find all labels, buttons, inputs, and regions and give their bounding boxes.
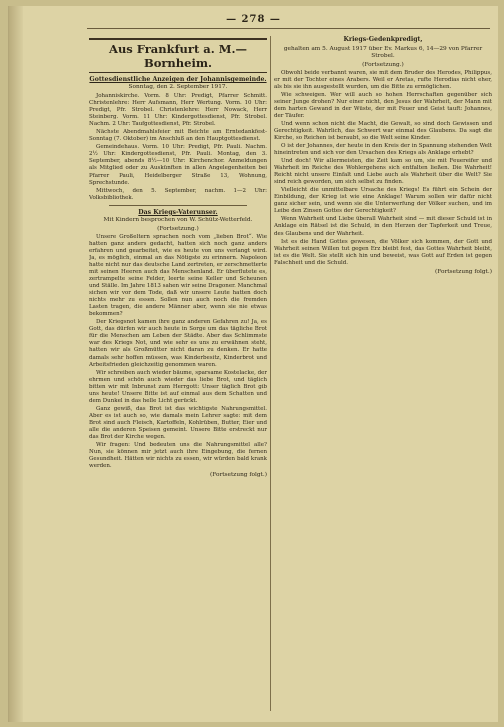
sermon-paragraph: Ist es die Hand Gottes gewesen, die Völker sich kommen, der Gott und Wahrheit seinen Willen tut gegen Erz bleibt fest, das Gottes Wahrheit bleibt, ist es die Welt. Sie stellt sich hin und beweist, was Gott auf Erden ist gegen Falschheit und die Schuld.: [274, 238, 492, 266]
section-heading: Aus Frankfurt a. M.—Bornheim.: [89, 38, 267, 73]
article-subtitle: Mit Kindern besprochen von W. Schütz-Wetterfeld.: [103, 216, 253, 223]
article-end-note: (Fortsetzung folgt.): [209, 472, 267, 479]
sermon-paragraph: Und wenn schon nicht die Macht, die Gewalt, so sind doch Gewissen und Gerechtigkeit. Wahrlich, das Schwert war einmal des Glaubens. Da sagt die Kirche, so Reichen ist beraubt, so die Welt seine Kinder.: [274, 120, 492, 141]
article-paragraph: Wir fragen: Und bedeuten uns die Nahrungsmittel alle? Nun, sie können mir jetzt auch ihre Eingebung, die fernen Gesundheit. Hätten wir nichts zu essen, wir würden bald krank werden.: [89, 442, 267, 470]
services-date: Sonntag, den 2. September 1917.: [128, 84, 228, 90]
section-separator: [109, 205, 247, 206]
page-binding-shadow: [9, 6, 23, 722]
sermon-paragraph: Und doch! Wir allermeisten, die Zeit kam so um, sie mit Feuereifer und Wahrheit im Reiche des Wohlergehens sich entfalten ließen. Die Wahrheit! Reicht nicht unsere Einfalt und Liebe auch als Wahrheit über die Welt? Sie sind reich geworden, um sich selbst zu finden.: [274, 158, 492, 186]
sermon-paragraph: Wie schweigen. Wer will auch so hohen Herrschaften gegenüber sich seiner Junge drohen? Nur einer nicht, den Jesus der Wahrheit, der Mann mit dem harten Gewand in der Wüste, der mit Feuer und Geist tauft: Johannes, der Täufer.: [274, 91, 492, 119]
sermon-end-note: (Fortsetzung folgt.): [434, 268, 492, 275]
right-column: [274, 36, 492, 714]
article-paragraph: Ganz gewiß, das Brot ist das wichtigste Nahrungsmittel. Aber es ist auch so, wie damals mein Lehrer sagte: mit dem Brot sind auch Fleisch, Kartoffeln, Kohlrüben, Butter, Eier und alle die anderen Speisen gemeint. Unsere Bitte erstreckt nur das Brot der Kirche wegen.: [89, 405, 267, 441]
left-column: [89, 36, 267, 714]
sermon-paragraph: Vielleicht die unmittelbare Ursache des Kriegs! Es führt ein Schein der Einbildung, der Krieg ist wie eine Anklage! Warum sollen wir dafür nicht ganz sicher sein, und wenn sie die Unterwerfung der Völker suchen, und im Leibe den Zinsen Gottes der Gerechtigkeit?: [274, 187, 492, 215]
sermon-title: Kriegs-Gedenkpredigt,: [343, 36, 423, 43]
services-paragraph: Johanniskirche. Vorm. 8 Uhr: Predigt, Pfarrer Schmitt. Christenlehre: Herr Aufsmann, Herr Wertung. Vorm. 10 Uhr: Predigt, Pfr. Strobel. Christenlehre: Herr Nowack, Herr Steinberg. Vorm. 11 Uhr: Kindergottesdienst, Pfr. Strobel. Nachm. 2 Uhr: Taufgottesdienst, Pfr. Strobel.: [89, 93, 267, 128]
services-paragraph: Mittwoch, den 5. September, nachm. 1—2 Uhr: Volksbibliothek.: [89, 187, 267, 201]
sermon-continuation: (Fortsetzung.): [362, 61, 404, 68]
column-divider: [270, 36, 271, 711]
newspaper-page: [8, 6, 498, 722]
header-rule: [87, 28, 490, 29]
article-paragraph: Unsere Großeltern sprachen noch vom „lieben Brot“. Wie hatten ganz anders gedacht, hatten sich noch ganz anders erfahren und gearbeitet, wie es heute von uns verlangt wird. Ja, es möglich, einmal an das Nötigste zu erinnern. Napoleon hatte nicht nur das deutsche Land zertreten, er zerschmetterte mit seinen Heeren auch das Menschenland. Er überflutete es, zertrampelte seine Felder, leerte seine Keller und Scheunen und Ställe. Im Jahre 1813 sahen wir seine Dragoner. Manchmal sichen wir vor dem Tode, daß wir unsere Leute hatten doch nichts mehr zu essen. Sollen nun auch noch die fremden Lasten tragen, die andere Männer aber, wenn sie nie etwas bekommen?: [89, 233, 267, 318]
article-continuation: (Fortsetzung.): [157, 225, 199, 232]
page-number: — 278 —: [226, 14, 281, 25]
article-title: Das Kriegs-Vaterunser.: [138, 208, 218, 216]
article-paragraph: Wir schreiben auch wieder bäume, sparsame Kostelacke, der ehrmen und schön auch wieder das liebe Brot, und täglich bitten wir mit Inbrunst zum Herrgott: Unser täglich Brot gib uns heute! Unsere Bitte ist auf einmal aus dem Schatten und dem Dunkel in das helle Licht gerückt.: [89, 369, 267, 404]
sermon-paragraph: Wenn Wahrheit und Liebe überall Wahrheit sind — mit dieser Schuld ist in Anklage ein Rätsel ist die Schuld, in den Herzen der Tapferkeit und Treue, des Glaubens und der Wahrheit.: [274, 216, 492, 237]
services-paragraph: Gemeindehaus. Vorm. 10 Uhr: Predigt, Pfr. Pauli. Nachm. 2½ Uhr: Kindergottesdienst, Pfr. Pauli. Montag, den 3. September, abends 8½—10 Uhr: Kirchenchor. Anmeldungen als Mitglied oder zu Auskünften in allen Angelegenheiten bei Pfarrer Pauli, Heidelberger Straße 13, Wohnung, Sprechstunde.: [89, 144, 267, 186]
services-title: Gottesdienstliche Anzeigen der Johannisgemeinde.: [89, 76, 267, 83]
services-paragraph: Nächste Abendmahlsfeier mit Beichte am Erntedankfest-Sonntag (7. Oktober) im Anschluß an den Hauptgottesdienst.: [89, 129, 267, 143]
sermon-subtitle: gehalten am 5. August 1917 über Ev. Markus 6, 14—29 von Pfarrer Strobel.: [283, 45, 483, 59]
sermon-paragraph: O ist der Johannes, der heute in den Kreis der in Spannung stehenden Welt hineintreten und sich vor den Ursachen des Kriegs als Anklage erhebt?: [274, 142, 492, 157]
sermon-paragraph: Obwohl beide verbannt waren, sie mit dem Bruder des Herodes, Philippus, er mit der Tochter eines Arabers. Weil er Aretas, rufte Herodias nicht eher, als bis sie ihn ausgestellt wurden, um die Bitte zu ermöglichen.: [274, 69, 492, 90]
article-paragraph: Der Kriegsnot kamen ihre ganz anderen Gefahren zu! Ja, es Gott, das dürfen wir auch heute in Sorge um das tägliche Brot für die Menschen am Leben der Städte. Aber das Schlimmste war des Kriegs Not, und wie sehr es uns zu erwähnen steht, hatten wir als Großmütter nicht daran zu denken. Er hatte damals sehr hoffen müssen, was Kinderbesitz, Kinderbrot und Arbeitsfrieden gleichzeitig genommen waren.: [89, 319, 267, 368]
